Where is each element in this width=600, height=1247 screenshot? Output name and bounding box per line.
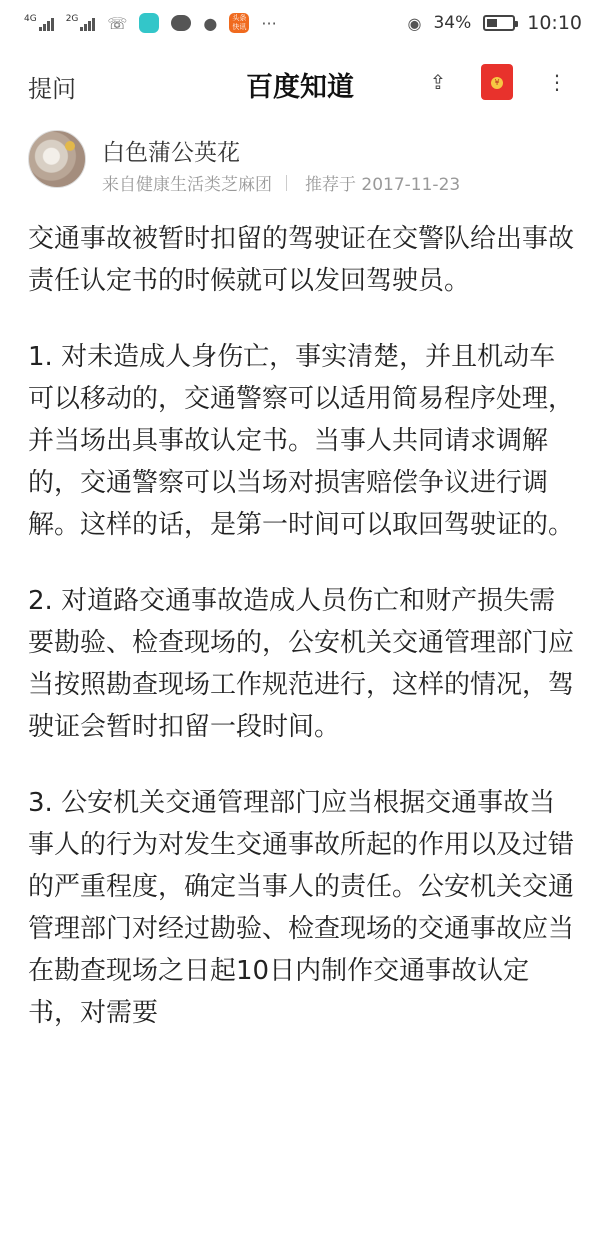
red-packet-seal: ¥ (491, 77, 503, 89)
answer-paragraph: 3. 公安机关交通管理部门应当根据交通事故当事人的行为对发生交通事故所起的作用以及过错的严重程度，确定当事人的责任。公安机关交通管理部门对经过勘验、检查现场的交通事故应当在勘查现场之日起10日内制作交通事故认定书，对需要 (28, 788, 575, 1028)
meta-divider (286, 175, 287, 191)
app-notification-icon (139, 13, 159, 33)
wechat-icon: ● (203, 13, 218, 33)
cellular-signal-2-icon: 2G (66, 15, 96, 31)
author-name[interactable]: 白色蒲公英花 (102, 140, 240, 166)
page-title: 百度知道 (246, 72, 354, 103)
nav-bar (0, 50, 600, 114)
clock: 10:10 (527, 12, 582, 34)
answer-paragraph: 1. 对未造成人身伤亡，事实清楚，并且机动车可以移动的，交通警察可以适用简易程序处理，并当场出具事故认定书。当事人共同请求调解的，交通警察可以当场对损害赔偿争议进行调解。这样的话，是第一时间可以取回驾驶证的。 (28, 342, 575, 540)
missed-call-icon: ☏ (107, 13, 128, 33)
eye-comfort-icon: ◉ (407, 13, 422, 33)
battery-percent: 34% (433, 13, 472, 33)
red-packet-icon[interactable] (481, 64, 513, 100)
answer-paragraph: 交通事故被暂时扣留的驾驶证在交警队给出事故责任认定书的时候就可以发回驾驶员。 (28, 224, 575, 296)
author-header (28, 128, 588, 198)
author-source[interactable]: 来自健康生活类芝麻团 (102, 175, 272, 195)
cellular-signal-1-icon: 4G (24, 15, 54, 31)
share-icon[interactable]: ⇪ (429, 70, 447, 94)
more-notifications-icon: ··· (261, 13, 277, 33)
author-meta (102, 170, 460, 195)
ask-button[interactable]: 提问 (28, 75, 76, 103)
status-bar (0, 0, 600, 46)
battery-icon (483, 15, 515, 31)
more-icon[interactable]: ⋮ (547, 70, 567, 94)
answer-body (28, 218, 576, 1068)
recommend-date: 推荐于 2017-11-23 (305, 175, 461, 195)
news-app-icon: 头条快讯 (229, 13, 249, 33)
message-icon (171, 15, 191, 31)
answer-paragraph: 2. 对道路交通事故造成人员伤亡和财产损失需要勘验、检查现场的，公安机关交通管理部门应当按照勘查现场工作规范进行，这样的情况，驾驶证会暂时扣留一段时间。 (28, 586, 575, 742)
avatar[interactable] (28, 130, 86, 188)
